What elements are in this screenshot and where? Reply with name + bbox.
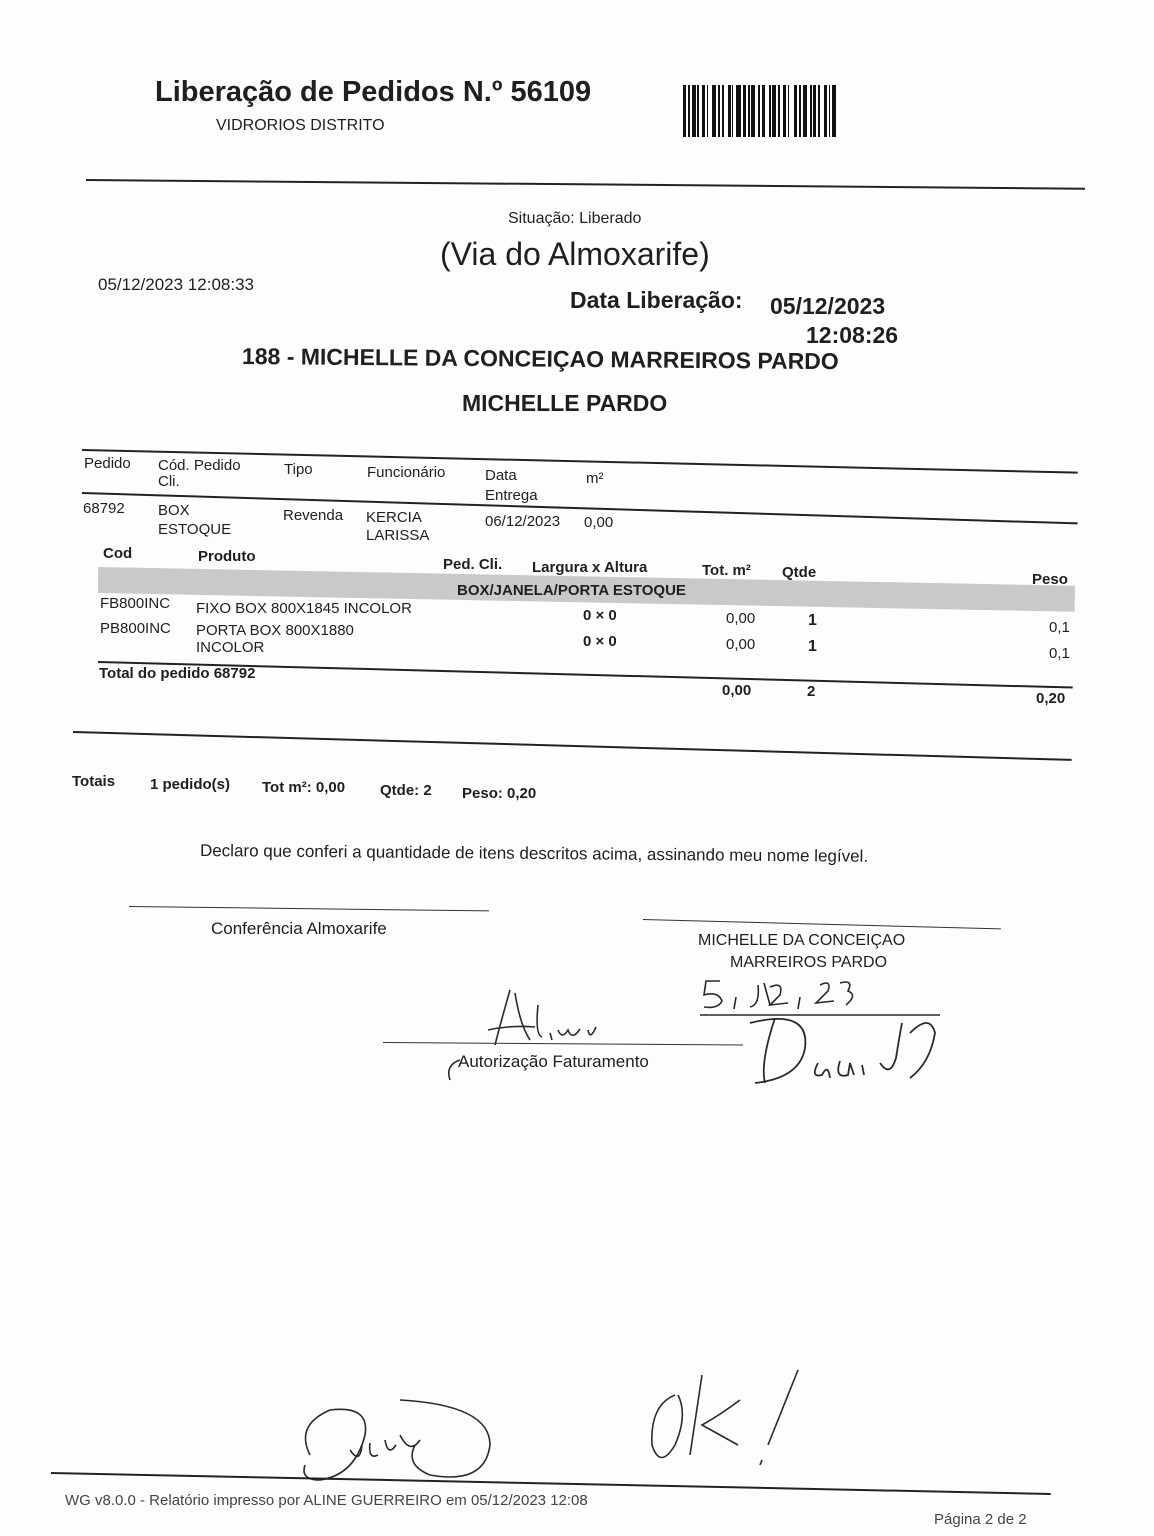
- release-time: 12:08:26: [806, 322, 899, 348]
- header-divider: [86, 179, 1085, 190]
- order-total-label: Total do pedido 68792: [99, 665, 256, 682]
- col-pedcli-header: Ped. Cli.: [443, 556, 503, 573]
- item-produto-line2: INCOLOR: [196, 639, 265, 656]
- client-signature-name-1: MICHELLE DA CONCEIÇAO: [698, 932, 906, 949]
- col-dimensions-header: Largura x Altura: [532, 559, 648, 576]
- signature-line-client: [643, 919, 1001, 929]
- signature-label-conferencia: Conferência Almoxarife: [211, 919, 387, 938]
- client-line: 188 - MICHELLE DA CONCEIÇAO MARREIROS PARDO: [241, 343, 839, 375]
- document-title: Liberação de Pedidos N.º 56109: [155, 76, 592, 108]
- signature-label-autorizacao: Autorização Faturamento: [458, 1052, 649, 1071]
- company-name: VIDRORIOS DISTRITO: [216, 117, 385, 134]
- col-m2-header: m²: [586, 470, 604, 487]
- order-total-peso: 0,20: [1036, 690, 1066, 707]
- totals-label: Totais: [72, 773, 116, 790]
- col-pedido-header: Pedido: [84, 455, 131, 472]
- item-dimensions: 0 × 0: [583, 633, 617, 650]
- copy-label: (Via do Almoxarife): [440, 236, 710, 272]
- row-m2: 0,00: [584, 514, 614, 531]
- col-totm2-header: Tot. m²: [702, 562, 751, 579]
- release-date: 05/12/2023: [770, 293, 886, 319]
- item-peso: 0,1: [1049, 645, 1070, 662]
- client-signature: [740, 1003, 950, 1098]
- totals-m2: Tot m²: 0,00: [262, 779, 346, 796]
- row-tipo: Revenda: [283, 507, 344, 524]
- row-funcionario-2: LARISSA: [366, 527, 430, 544]
- item-cod: PB800INC: [100, 620, 171, 637]
- footer-printed-by: WG v8.0.0 - Relatório impresso por ALINE GUERREIRO em 05/12/2023 12:08: [65, 1492, 588, 1509]
- order-header-divider: [82, 492, 1078, 524]
- item-totm2: 0,00: [726, 610, 756, 627]
- order-total-qtde: 2: [807, 683, 816, 700]
- status-text: Situação: Liberado: [508, 210, 642, 227]
- signature-line-conferencia: [129, 906, 489, 911]
- client-short: MICHELLE PARDO: [462, 390, 668, 416]
- barcode: [683, 85, 859, 137]
- item-cod: FB800INC: [100, 595, 171, 612]
- col-peso-header: Peso: [1032, 571, 1068, 588]
- totals-peso: Peso: 0,20: [462, 785, 537, 802]
- item-qtde: 1: [808, 612, 817, 629]
- row-funcionario-1: KERCIA: [366, 509, 422, 526]
- totals-qtde: Qtde: 2: [380, 782, 432, 799]
- col-data-header: Data Entrega: [485, 467, 538, 504]
- totals-pedidos: 1 pedido(s): [150, 776, 231, 793]
- row-codcli-1: BOX: [158, 502, 190, 519]
- items-table-bottom: [73, 731, 1072, 761]
- declaration-text: Declaro que conferi a quantidade de itens descritos acima, assinando meu nome legível.: [199, 841, 869, 866]
- item-qtde: 1: [808, 638, 817, 655]
- row-codcli-2: ESTOQUE: [158, 521, 232, 538]
- item-dimensions: 0 × 0: [583, 607, 617, 624]
- row-pedido: 68792: [83, 500, 125, 517]
- printed-timestamp: 05/12/2023 12:08:33: [98, 275, 254, 294]
- col-tipo-header: Tipo: [284, 461, 313, 478]
- item-produto: FIXO BOX 800X1845 INCOLOR: [196, 600, 412, 617]
- col-produto-header: Produto: [198, 548, 256, 565]
- group-title: BOX/JANELA/PORTA ESTOQUE: [457, 582, 686, 599]
- order-total-m2: 0,00: [722, 682, 752, 699]
- release-label: Data Liberação:: [570, 287, 743, 313]
- col-cod-header: Cod: [103, 545, 133, 562]
- footer-page-number: Página 2 de 2: [934, 1511, 1027, 1528]
- handwritten-ok: [640, 1365, 810, 1475]
- item-peso: 0,1: [1049, 619, 1070, 636]
- item-produto: PORTA BOX 800X1880: [196, 622, 354, 639]
- row-data-entrega: 06/12/2023: [485, 513, 561, 530]
- client-signature-name-2: MARREIROS PARDO: [730, 954, 888, 971]
- col-funcionario-header: Funcionário: [367, 464, 446, 481]
- col-qtde-header: Qtde: [782, 564, 817, 581]
- item-totm2: 0,00: [726, 636, 756, 653]
- col-codcli-header: Cód. Pedido Cli.: [158, 457, 241, 490]
